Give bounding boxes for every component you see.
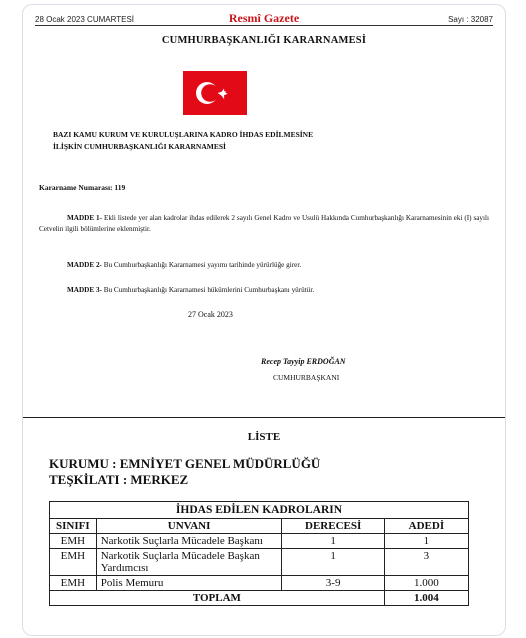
- cell-grade: 1: [282, 549, 384, 576]
- positions-table: [49, 501, 469, 606]
- section-divider: [23, 417, 505, 418]
- article-2-text: Bu Cumhurbaşkanlığı Kararnamesi yayımı tarihinde yürürlüğe girer.: [103, 261, 302, 269]
- cell-class: EMH: [50, 534, 97, 549]
- article-2-label: MADDE 2-: [67, 261, 102, 269]
- cell-title: Narkotik Suçlarla Mücadele Başkanı: [96, 534, 282, 549]
- turkish-flag-icon: [183, 71, 247, 115]
- decree-number: Kararname Numarası: 119: [39, 183, 126, 192]
- total-label: TOPLAM: [50, 591, 385, 606]
- column-header-count: ADEDİ: [384, 519, 468, 534]
- law-title: [53, 129, 483, 153]
- cell-count: 1: [384, 534, 468, 549]
- cell-count: 1.000: [384, 576, 468, 591]
- cell-grade: 3-9: [282, 576, 384, 591]
- issue-number: Sayı : 32087: [448, 15, 493, 24]
- gazette-header: [35, 11, 493, 29]
- cell-grade: 1: [282, 534, 384, 549]
- table-header-row: [50, 519, 469, 534]
- column-header-grade: DERECESİ: [282, 519, 384, 534]
- list-title: LİSTE: [247, 431, 281, 443]
- gazette-name: Resmî Gazete: [228, 11, 300, 25]
- signatory-role: CUMHURBAŞKANI: [273, 373, 340, 382]
- article-1: [39, 213, 489, 235]
- signatory-name: Recep Tayyip ERDOĞAN: [261, 357, 346, 366]
- article-3: [39, 285, 489, 296]
- decree-date: 27 Ocak 2023: [188, 310, 233, 319]
- total-value: 1.004: [384, 591, 468, 606]
- article-1-label: MADDE 1-: [67, 214, 103, 222]
- cell-count: 3: [384, 549, 468, 576]
- table-caption: İHDAS EDİLEN KADROLARIN: [50, 502, 469, 519]
- law-title-line-2: İLİŞKİN CUMHURBAŞKANLIĞI KARARNAMESİ: [53, 142, 226, 151]
- column-header-class: SINIFI: [50, 519, 97, 534]
- article-2: [39, 260, 489, 271]
- header-divider: [35, 25, 493, 26]
- column-header-title: UNVANI: [96, 519, 282, 534]
- law-title-line-1: BAZI KAMU KURUM VE KURULUŞLARINA KADRO İHDAS EDİLMESİNE: [53, 130, 314, 139]
- organization-label: TEŞKİLATI : MERKEZ: [49, 472, 189, 487]
- table-row: [50, 576, 469, 591]
- header-date: 28 Ocak 2023 CUMARTESİ: [35, 15, 135, 24]
- article-3-label: MADDE 3-: [67, 286, 102, 294]
- table-total-row: [50, 591, 469, 606]
- table-row: [50, 534, 469, 549]
- cell-title: Polis Memuru: [96, 576, 282, 591]
- cell-class: EMH: [50, 576, 97, 591]
- cell-title: Narkotik Suçlarla Mücadele Başkan Yardımcısı: [96, 549, 282, 576]
- article-1-text: Ekli listede yer alan kadrolar ihdas edilerek 2 sayılı Genel Kadro ve Usulü Hakkında Cumhurbaşkanlığı Kararnamesinin eki (I) sayılı Cetvelin ilgili bölümlerine eklenmiştir.: [39, 214, 490, 233]
- cell-class: EMH: [50, 549, 97, 576]
- gazette-page: [23, 5, 505, 635]
- document-title: CUMHURBAŞKANLIĞI KARARNAMESİ: [161, 35, 367, 46]
- institution-label: KURUMU : EMNİYET GENEL MÜDÜRLÜĞÜ: [49, 456, 321, 471]
- article-3-text: Bu Cumhurbaşkanlığı Kararnamesi hükümlerini Cumhurbaşkanı yürütür.: [103, 286, 315, 294]
- table-row: [50, 549, 469, 576]
- document-frame: [22, 4, 506, 636]
